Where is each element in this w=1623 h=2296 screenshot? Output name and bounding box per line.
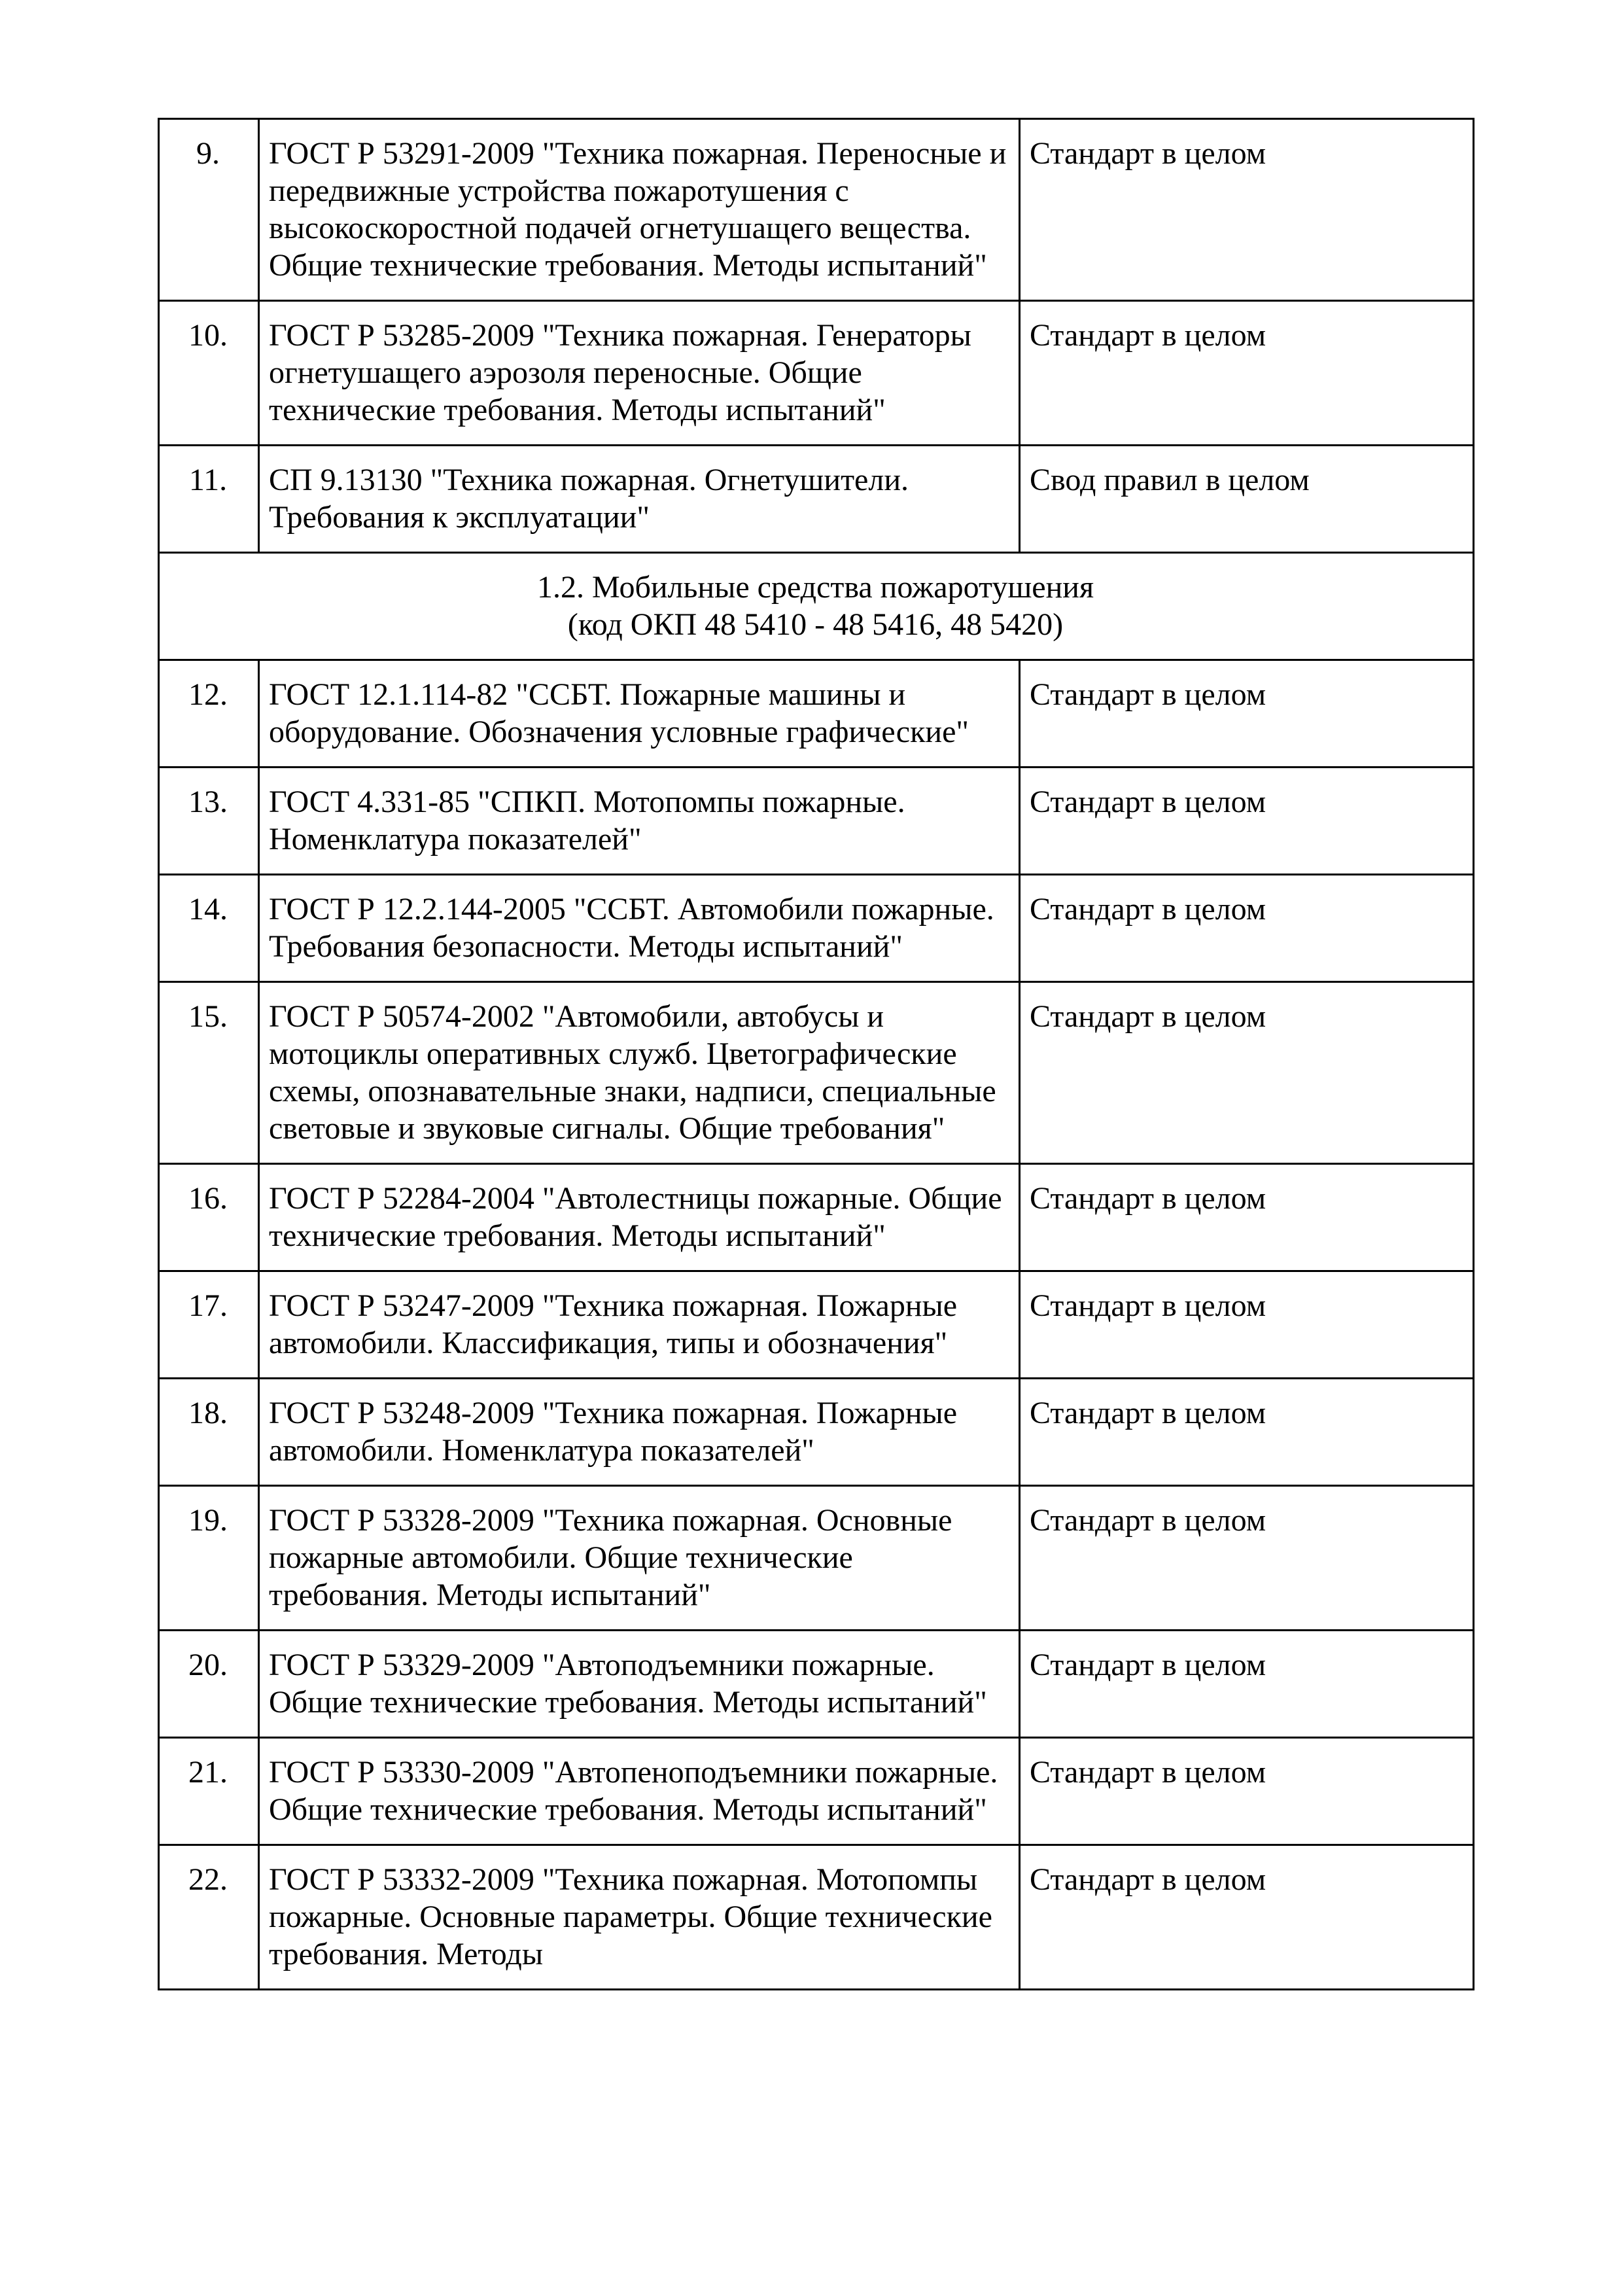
table-row [159,875,1474,982]
document-title-cell [259,1486,1020,1631]
application-scope-cell [1020,1486,1474,1631]
row-number-cell [159,768,259,875]
row-number: 12. [188,677,228,712]
application-scope: Стандарт в целом [1030,1755,1266,1790]
application-scope-cell [1020,1164,1474,1271]
application-scope: Стандарт в целом [1030,1503,1266,1538]
application-scope-cell [1020,1845,1474,1990]
document-title-cell [259,1845,1020,1990]
row-number: 20. [188,1648,228,1682]
row-number-cell [159,301,259,446]
document-title: ГОСТ Р 53291-2009 "Техника пожарная. Переносные и передвижные устройства пожаротушения с высокоскоростной подачей огнетушащего вещества. Общие технические требования. Методы испытаний" [269,136,1007,283]
table-row [159,1738,1474,1845]
row-number-cell [159,1164,259,1271]
standards-table [158,118,1475,1990]
row-number: 16. [188,1181,228,1216]
application-scope-cell [1020,446,1474,553]
document-title: ГОСТ Р 50574-2002 "Автомобили, автобусы и мотоциклы оперативных служб. Цветографические схемы, опознавательные знаки, надписи, специальные световые и звуковые сигналы. Общие требования" [269,999,996,1146]
application-scope-cell [1020,982,1474,1164]
application-scope: Стандарт в целом [1030,136,1266,171]
document-title: ГОСТ Р 53248-2009 "Техника пожарная. Пожарные автомобили. Номенклатура показателей" [269,1396,958,1468]
row-number: 22. [188,1862,228,1897]
table-row [159,446,1474,553]
document-title: ГОСТ 4.331-85 "СПКП. Мотопомпы пожарные. Номенклатура показателей" [269,785,905,857]
section-subtitle: (код ОКП 48 5410 - 48 5416, 48 5420) [567,607,1064,642]
document-title-cell [259,1379,1020,1486]
table-row [159,1631,1474,1738]
table-row [159,1271,1474,1379]
row-number: 13. [188,785,228,819]
application-scope: Стандарт в целом [1030,677,1266,712]
document-title-cell [259,875,1020,982]
application-scope: Стандарт в целом [1030,999,1266,1034]
row-number: 10. [188,318,228,353]
row-number-cell [159,1845,259,1990]
document-title-cell [259,768,1020,875]
row-number: 18. [188,1396,228,1430]
application-scope: Свод правил в целом [1030,463,1310,497]
document-title: ГОСТ Р 53285-2009 "Техника пожарная. Генераторы огнетушащего аэрозоля переносные. Общие технические требования. Методы испытаний" [269,318,971,427]
application-scope-cell [1020,301,1474,446]
table-row [159,119,1474,301]
document-title: ГОСТ Р 12.2.144-2005 "ССБТ. Автомобили пожарные. Требования безопасности. Методы испытаний" [269,892,994,964]
table-body-lower [159,660,1474,1990]
row-number-cell [159,1379,259,1486]
document-title-cell [259,446,1020,553]
application-scope-cell [1020,1631,1474,1738]
row-number-cell [159,875,259,982]
document-title: ГОСТ Р 53328-2009 "Техника пожарная. Основные пожарные автомобили. Общие технические требования. Методы испытаний" [269,1503,952,1612]
row-number: 14. [188,892,228,927]
table-body-upper [159,119,1474,553]
document-title-cell [259,1271,1020,1379]
table-row [159,982,1474,1164]
row-number: 21. [188,1755,228,1790]
row-number-cell [159,982,259,1164]
row-number: 11. [188,463,228,497]
application-scope-cell [1020,660,1474,768]
document-title: ГОСТ Р 53332-2009 "Техника пожарная. Мотопомпы пожарные. Основные параметры. Общие технические требования. Методы [269,1862,992,1971]
row-number-cell [159,446,259,553]
row-number-cell [159,1486,259,1631]
application-scope: Стандарт в целом [1030,892,1266,927]
application-scope: Стандарт в целом [1030,1396,1266,1430]
document-title-cell [259,660,1020,768]
table-row [159,660,1474,768]
document-title: ГОСТ Р 52284-2004 "Автолестницы пожарные. Общие технические требования. Методы испытаний" [269,1181,1002,1253]
row-number-cell [159,1631,259,1738]
document-title-cell [259,1738,1020,1845]
document-title-cell [259,1164,1020,1271]
application-scope-cell [1020,875,1474,982]
application-scope: Стандарт в целом [1030,1862,1266,1897]
section-row [159,553,1474,660]
document-title-cell [259,1631,1020,1738]
application-scope: Стандарт в целом [1030,785,1266,819]
section-title: 1.2. Мобильные средства пожаротушения [536,570,1094,605]
row-number: 19. [188,1503,228,1538]
row-number: 17. [188,1288,228,1323]
row-number: 15. [188,999,228,1034]
document-title-cell [259,119,1020,301]
document-title: СП 9.13130 "Техника пожарная. Огнетушители. Требования к эксплуатации" [269,463,909,535]
document-title-cell [259,982,1020,1164]
row-number-cell [159,1271,259,1379]
document-title: ГОСТ 12.1.114-82 "ССБТ. Пожарные машины и оборудование. Обозначения условные графические" [269,677,969,749]
application-scope-cell [1020,1379,1474,1486]
application-scope-cell [1020,119,1474,301]
table-row [159,1845,1474,1990]
row-number: 9. [196,136,220,171]
application-scope: Стандарт в целом [1030,1648,1266,1682]
document-title: ГОСТ Р 53247-2009 "Техника пожарная. Пожарные автомобили. Классификация, типы и обозначения" [269,1288,958,1360]
application-scope: Стандарт в целом [1030,1181,1266,1216]
document-title: ГОСТ Р 53329-2009 "Автоподъемники пожарные. Общие технические требования. Методы испытаний" [269,1648,987,1720]
table-section [159,553,1474,660]
document-title-cell [259,301,1020,446]
table-row [159,768,1474,875]
application-scope: Стандарт в целом [1030,1288,1266,1323]
table-row [159,301,1474,446]
row-number-cell [159,660,259,768]
table-row [159,1379,1474,1486]
row-number-cell [159,1738,259,1845]
row-number-cell [159,119,259,301]
application-scope-cell [1020,1738,1474,1845]
section-heading-cell [159,553,1474,660]
application-scope-cell [1020,768,1474,875]
application-scope-cell [1020,1271,1474,1379]
document-title: ГОСТ Р 53330-2009 "Автопеноподъемники пожарные. Общие технические требования. Методы испытаний" [269,1755,998,1827]
table-row [159,1486,1474,1631]
application-scope: Стандарт в целом [1030,318,1266,353]
table-row [159,1164,1474,1271]
